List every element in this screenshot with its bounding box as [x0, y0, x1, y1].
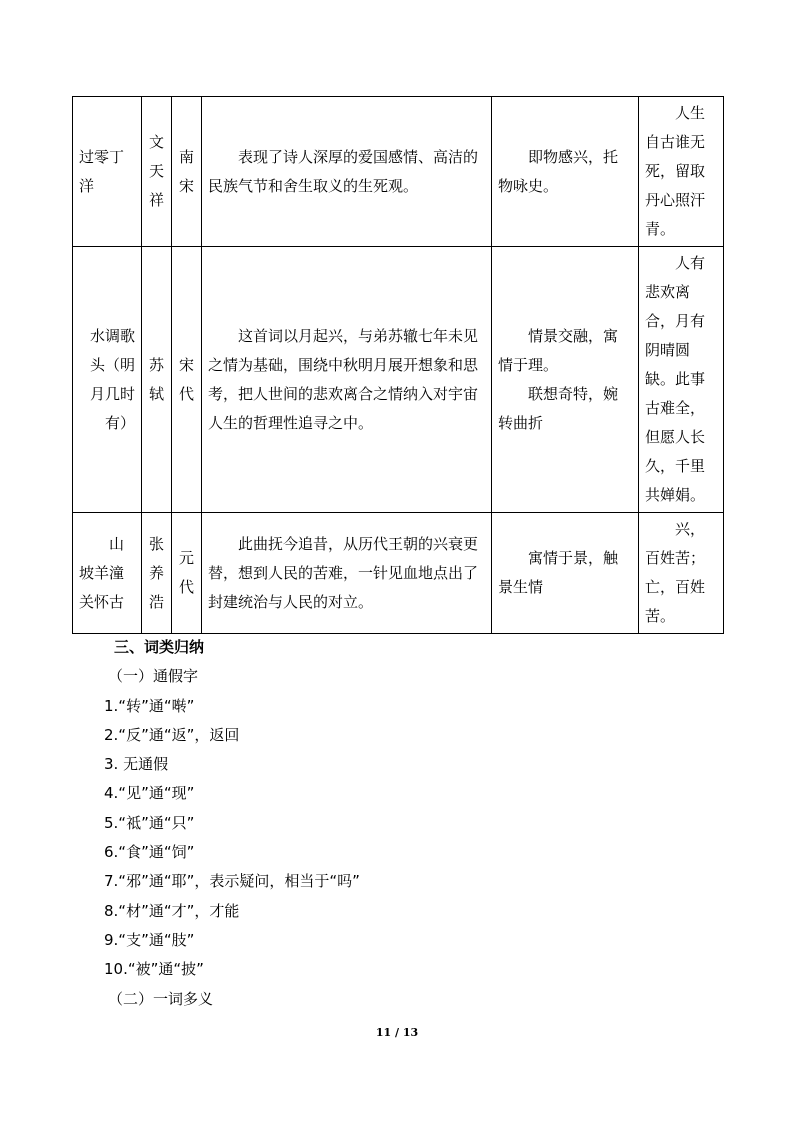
poem-dynasty: 南宋	[172, 97, 202, 247]
poem-author: 苏轼	[142, 247, 172, 513]
poem-title: 过零丁洋	[73, 97, 142, 247]
subsection-heading: （一）通假字	[108, 667, 199, 686]
technique-text: 联想奇特，婉转曲折	[498, 384, 619, 432]
quote-text: 人有悲欢离合，月有阴晴圆缺。此事古难全，但愿人长久，千里共婵娟。	[645, 254, 706, 504]
technique-text: 情景交融，寓情于理。	[498, 326, 619, 374]
poem-dynasty: 宋代	[172, 247, 202, 513]
poem-quote	[639, 513, 724, 634]
section-heading: 三、词类归纳	[114, 638, 205, 656]
poem-theme	[202, 247, 492, 513]
technique-text: 寓情于景，触景生情	[498, 549, 619, 596]
quote-text: 兴，百姓苦；亡，百姓苦。	[645, 520, 706, 625]
theme-text: 这首词以月起兴，与弟苏辙七年未见之情为基础，围绕中秋明月展开想象和思考，把人世间的悲欢离合之情纳入对宇宙人生的哲理性追寻之中。	[208, 326, 479, 432]
technique-text: 即物感兴，托物咏史。	[498, 147, 619, 195]
poem-author: 张养浩	[142, 513, 172, 634]
list-item: 4.“见”通“现”	[104, 784, 195, 803]
list-item: 1.“转”通“啭”	[104, 696, 195, 715]
list-item: 5.“祗”通“只”	[104, 813, 195, 832]
quote-text: 人生自古谁无死，留取丹心照汗青。	[645, 104, 706, 238]
poem-quote	[639, 97, 724, 247]
title-text: 山坡羊潼关怀古	[79, 534, 125, 611]
list-item: 10.“被”通“披”	[104, 960, 204, 979]
list-item: 7.“邪”通“耶”，表示疑问，相当于“吗”	[104, 872, 360, 891]
theme-text: 此曲抚今追昔，从历代王朝的兴衰更替，想到人民的苦难，一针见血地点出了封建统治与人民的对立。	[208, 534, 479, 611]
poem-author: 文天祥	[142, 97, 172, 247]
poem-technique	[492, 247, 639, 513]
subsection-heading: （二）一词多义	[108, 989, 214, 1008]
theme-text: 表现了诗人深厚的爱国感情、高洁的民族气节和舍生取义的生死观。	[208, 147, 479, 195]
poem-title	[73, 513, 142, 634]
poem-theme	[202, 97, 492, 247]
list-item: 6.“食”通“饲”	[104, 843, 195, 862]
poem-technique	[492, 97, 639, 247]
table-row	[73, 513, 724, 634]
poem-quote	[639, 247, 724, 513]
title-text: 水调歌头（明月几时有）	[89, 326, 135, 432]
poem-theme	[202, 513, 492, 634]
poem-technique	[492, 513, 639, 634]
page-number: 11 / 13	[375, 1026, 419, 1039]
table-row	[73, 97, 724, 247]
word-category-section	[96, 633, 716, 1014]
poem-dynasty: 元代	[172, 513, 202, 634]
list-item: 3. 无通假	[104, 755, 169, 774]
poem-title	[73, 247, 142, 513]
list-item: 8.“材”通“才”，才能	[104, 901, 240, 920]
list-item: 2.“反”通“返”，返回	[104, 725, 240, 744]
poem-summary-table	[72, 96, 724, 634]
list-item: 9.“支”通“肢”	[104, 930, 195, 949]
table-row	[73, 247, 724, 513]
